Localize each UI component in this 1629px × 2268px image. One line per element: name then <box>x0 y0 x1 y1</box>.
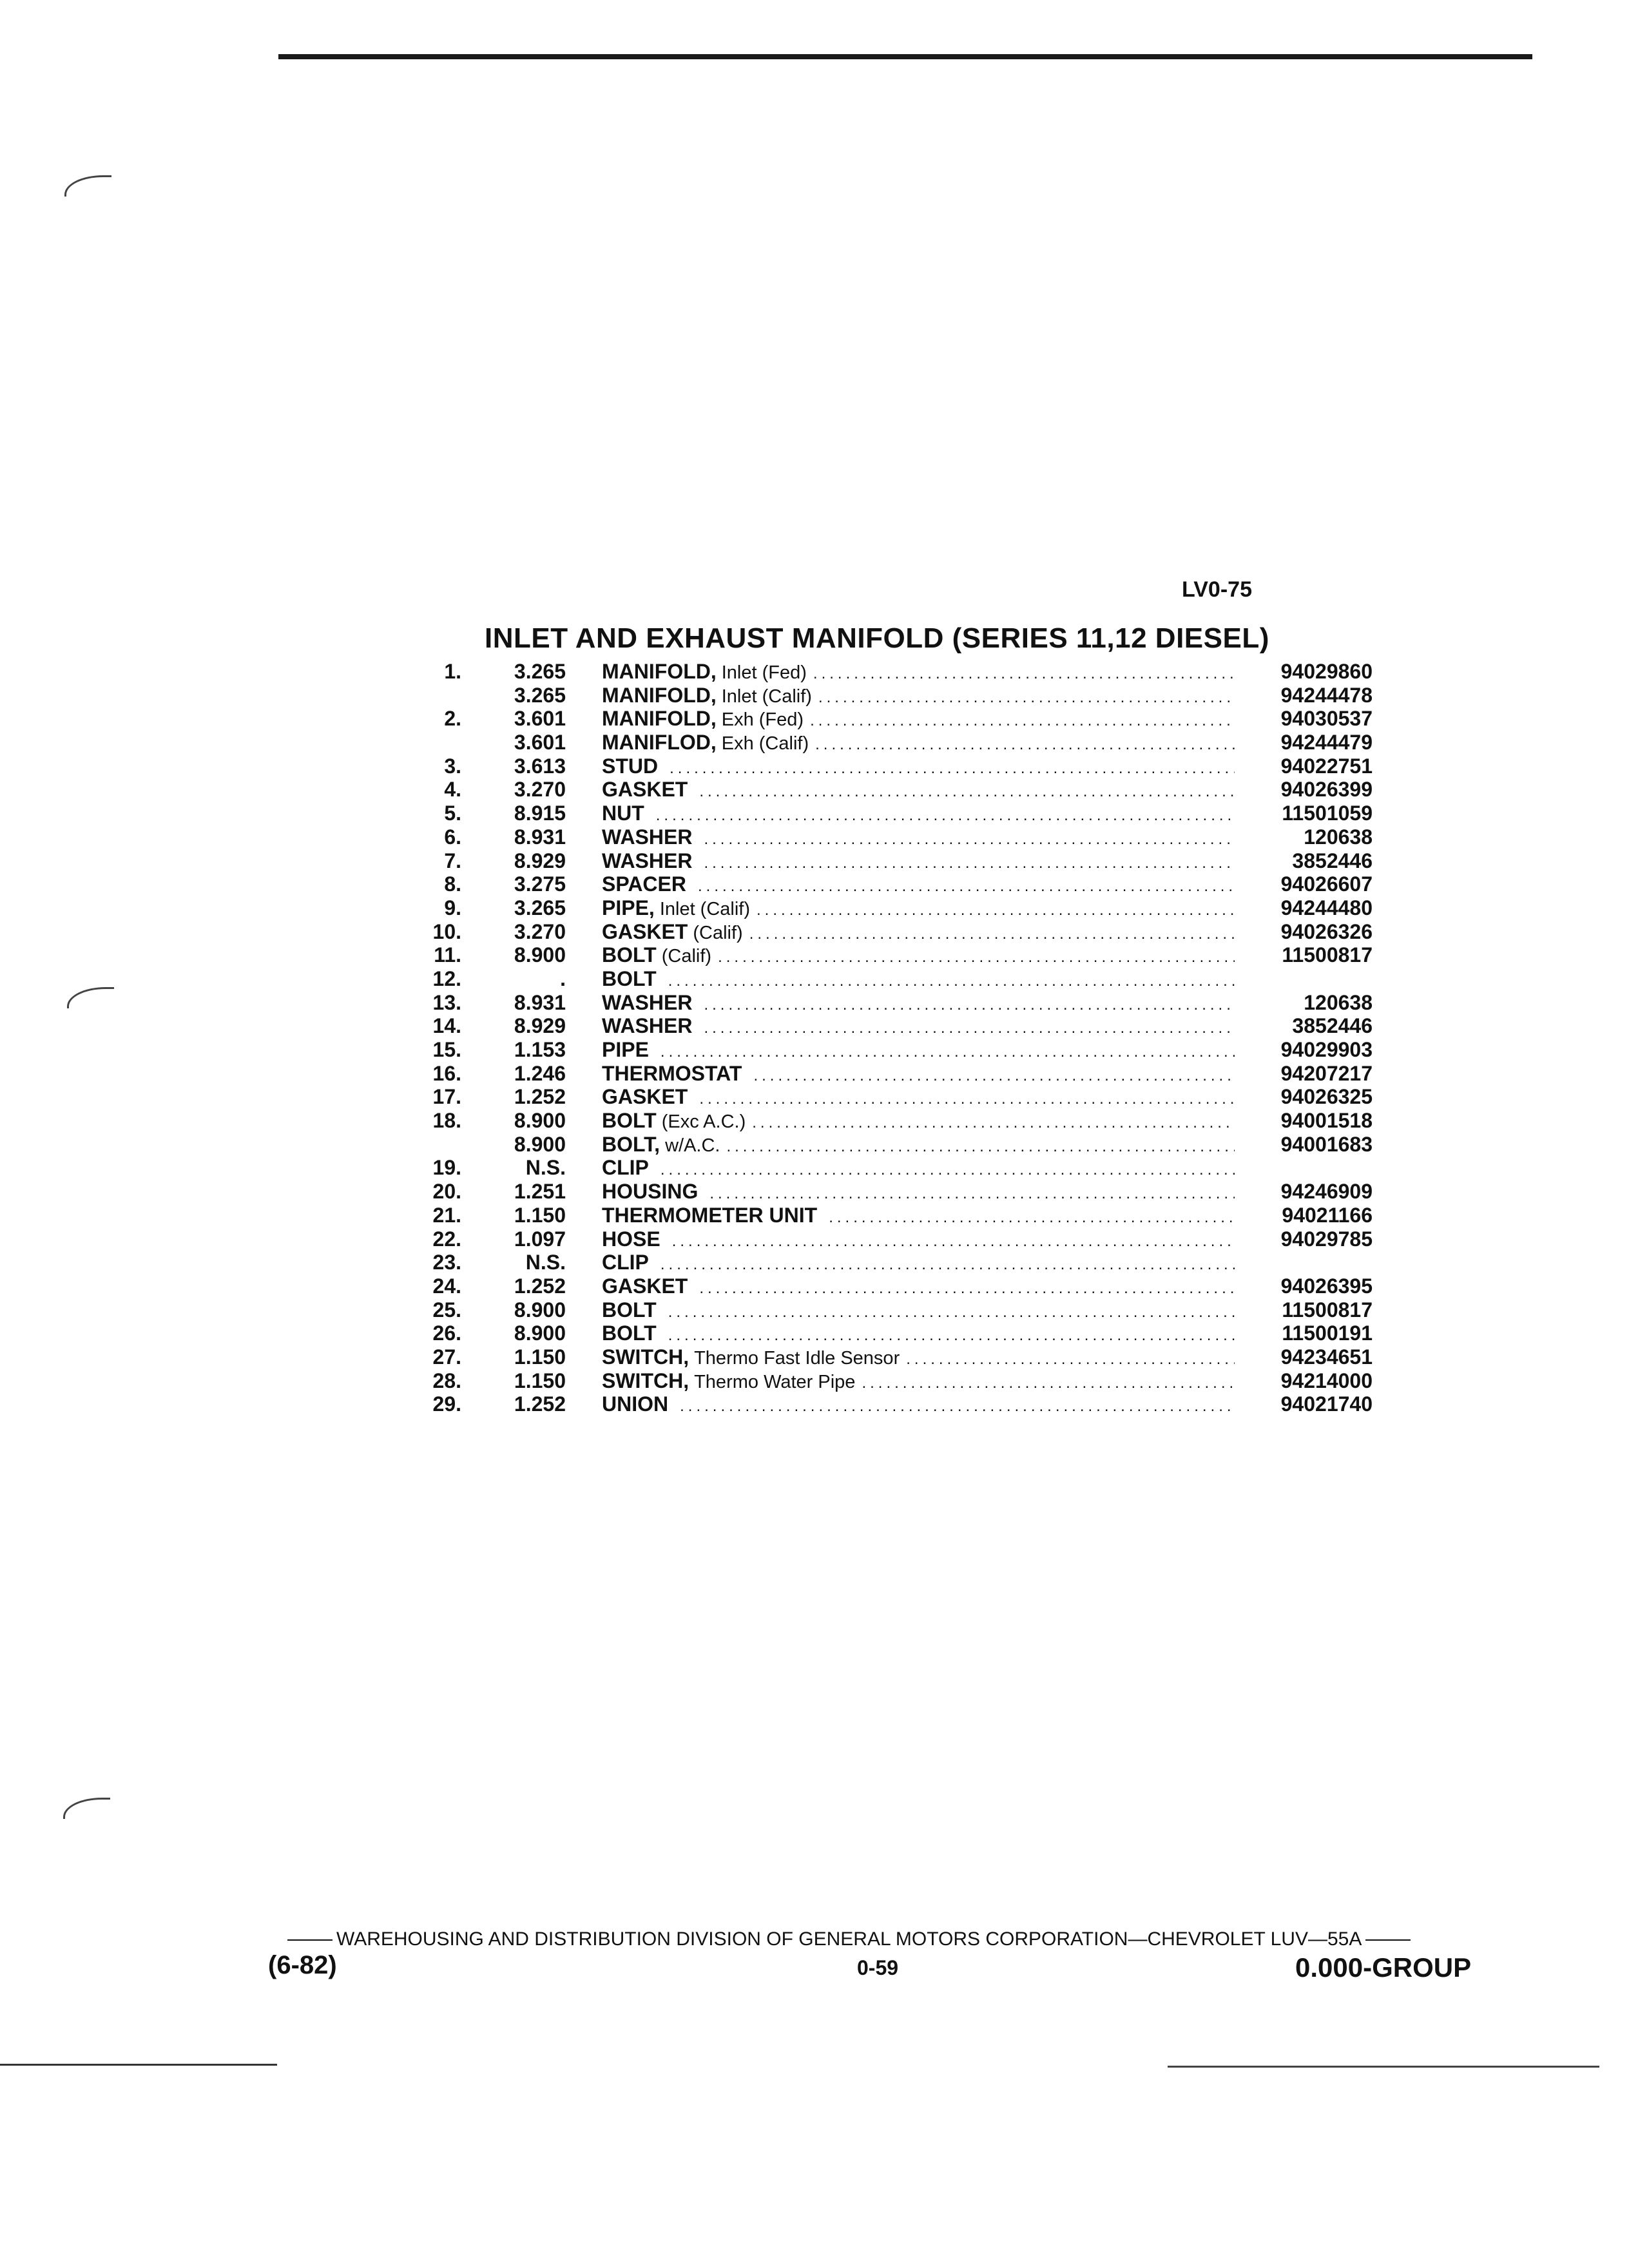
part-description <box>602 1392 1241 1418</box>
dot-leader <box>656 804 1235 827</box>
date-code: (6-82) <box>268 1951 337 1979</box>
group-number: 3.265 <box>514 660 566 683</box>
dot-leader <box>699 780 1235 803</box>
dot-leader <box>660 1041 1235 1064</box>
part-name: MANIFOLD, <box>602 660 717 683</box>
top-rule <box>278 54 1532 59</box>
item-number: 20. <box>432 1180 461 1204</box>
dot-leader <box>668 1324 1235 1347</box>
group-number: 3.265 <box>514 683 566 707</box>
part-name: NUT <box>602 802 644 825</box>
scan-mark-bottom <box>63 1798 110 1819</box>
part-number: 94026325 <box>1280 1085 1373 1109</box>
page-number: 0-59 <box>857 1956 899 1979</box>
dot-leader <box>726 1135 1235 1158</box>
bottom-rule-right <box>1168 2066 1599 2068</box>
part-row <box>412 920 1373 944</box>
item-number: 1. <box>444 660 461 683</box>
part-row <box>412 731 1373 754</box>
item-number: 17. <box>432 1085 461 1109</box>
part-name: SWITCH, <box>602 1345 689 1369</box>
part-description <box>602 707 1241 733</box>
group-number: N.S. <box>525 1251 566 1274</box>
group-number: 1.097 <box>514 1227 566 1251</box>
part-row <box>412 1085 1373 1109</box>
part-number: 94001518 <box>1280 1109 1373 1133</box>
item-number: 25. <box>432 1298 461 1321</box>
item-number: 3. <box>444 754 461 778</box>
part-row <box>412 778 1373 802</box>
part-description <box>602 1369 1241 1395</box>
part-qualifier: Thermo Water Pipe <box>694 1371 856 1392</box>
part-row <box>412 1392 1373 1416</box>
part-row <box>412 872 1373 896</box>
part-row <box>412 1274 1373 1298</box>
part-description <box>602 1085 1241 1111</box>
part-row <box>412 1251 1373 1274</box>
part-number: 94026399 <box>1280 778 1373 802</box>
part-row <box>412 1227 1373 1251</box>
dot-leader <box>668 1301 1235 1324</box>
dot-leader <box>818 686 1235 709</box>
part-row <box>412 849 1373 873</box>
group-number: 1.252 <box>514 1392 566 1416</box>
part-name: MANIFLOD, <box>602 731 717 754</box>
part-description <box>602 1038 1241 1064</box>
footer-dash-right <box>1365 1939 1411 1941</box>
part-row <box>412 1204 1373 1227</box>
item-number: 8. <box>444 872 461 896</box>
dot-leader <box>660 1253 1235 1276</box>
part-qualifier: Thermo Fast Idle Sensor <box>694 1347 900 1369</box>
dot-leader <box>829 1206 1235 1229</box>
dot-leader <box>862 1372 1235 1395</box>
part-row <box>412 707 1373 731</box>
group-label: 0.000-GROUP <box>1295 1952 1472 1983</box>
item-number: 16. <box>432 1061 461 1085</box>
page-title: INLET AND EXHAUST MANIFOLD (SERIES 11,12 DIESEL) <box>485 622 1269 654</box>
item-number: 9. <box>444 896 461 919</box>
part-description <box>602 1109 1241 1135</box>
part-row <box>412 754 1373 778</box>
group-number: 3.270 <box>514 778 566 802</box>
part-row <box>412 896 1373 920</box>
part-qualifier: Inlet (Calif) <box>721 686 812 707</box>
part-name: WASHER <box>602 825 693 849</box>
part-description <box>602 1227 1241 1253</box>
dot-leader <box>749 923 1235 946</box>
group-number: 3.613 <box>514 754 566 778</box>
part-description <box>602 1251 1241 1276</box>
part-name: BOLT <box>602 1298 657 1321</box>
part-number: 94022751 <box>1280 754 1373 778</box>
dot-leader <box>670 757 1235 780</box>
item-number: 23. <box>432 1251 461 1274</box>
part-name: BOLT, <box>602 1132 660 1156</box>
part-name: MANIFOLD, <box>602 683 717 707</box>
group-number: 1.251 <box>514 1180 566 1204</box>
part-description <box>602 1133 1241 1158</box>
part-description <box>602 778 1241 803</box>
part-qualifier: Inlet (Fed) <box>721 662 807 683</box>
part-description <box>602 684 1241 709</box>
part-number: 94021740 <box>1280 1392 1373 1416</box>
group-number: 3.270 <box>514 919 566 943</box>
scan-mark-middle <box>67 987 114 1008</box>
part-description <box>602 920 1241 946</box>
dot-leader <box>704 994 1235 1017</box>
part-row <box>412 991 1373 1015</box>
group-number: 8.900 <box>514 1298 566 1321</box>
dot-leader <box>752 1111 1235 1135</box>
group-number: 3.275 <box>514 872 566 896</box>
part-number: 94234651 <box>1280 1345 1373 1369</box>
part-number: 3852446 <box>1292 849 1373 872</box>
parts-list <box>412 660 1373 1416</box>
part-row <box>412 1014 1373 1038</box>
part-number: 94244480 <box>1280 896 1373 919</box>
item-number: 24. <box>432 1274 461 1298</box>
part-number: 94246909 <box>1280 1180 1373 1204</box>
group-number: 8.900 <box>514 943 566 967</box>
part-description <box>602 1062 1241 1088</box>
part-name: CLIP <box>602 1251 649 1274</box>
part-description <box>602 1274 1241 1300</box>
part-number: 11500817 <box>1282 1298 1373 1321</box>
group-number: 1.150 <box>514 1203 566 1227</box>
part-description <box>602 1345 1241 1371</box>
group-number: 8.900 <box>514 1109 566 1133</box>
group-number: 3.601 <box>514 731 566 754</box>
part-description <box>602 872 1241 898</box>
part-name: PIPE, <box>602 896 655 919</box>
dot-leader <box>704 1017 1235 1040</box>
dot-leader <box>699 1088 1235 1111</box>
part-qualifier: Inlet (Calif) <box>659 898 751 919</box>
group-number: 1.252 <box>514 1274 566 1298</box>
group-number: 8.915 <box>514 802 566 825</box>
part-row <box>412 802 1373 825</box>
part-row <box>412 1180 1373 1204</box>
page-code: LV0-75 <box>1182 577 1252 602</box>
dot-leader <box>815 733 1235 756</box>
item-number: 10. <box>432 919 461 943</box>
dot-leader <box>906 1348 1235 1371</box>
item-number: 4. <box>444 778 461 802</box>
item-number: 6. <box>444 825 461 849</box>
dot-leader <box>704 852 1235 875</box>
part-description <box>602 1156 1241 1182</box>
part-name: GASKET <box>602 1274 688 1298</box>
part-description <box>602 896 1241 922</box>
part-number: 3852446 <box>1292 1014 1373 1038</box>
group-number: 8.900 <box>514 1132 566 1156</box>
part-number: 94029860 <box>1280 660 1373 683</box>
part-name: UNION <box>602 1392 669 1416</box>
dot-leader <box>699 1277 1235 1300</box>
group-number: 3.601 <box>514 707 566 731</box>
group-number: 8.929 <box>514 849 566 872</box>
part-name: WASHER <box>602 990 693 1014</box>
scan-mark-top <box>64 175 111 197</box>
item-number: 5. <box>444 802 461 825</box>
group-number: 8.931 <box>514 990 566 1014</box>
part-number: 11501059 <box>1282 802 1373 825</box>
part-name: HOSE <box>602 1227 660 1251</box>
part-name: THERMOMETER UNIT <box>602 1203 818 1227</box>
group-number: N.S. <box>525 1156 566 1180</box>
part-row <box>412 825 1373 849</box>
part-name: BOLT <box>602 966 657 990</box>
item-number: 22. <box>432 1227 461 1251</box>
part-number: 94029785 <box>1280 1227 1373 1251</box>
part-qualifier: (Calif) <box>693 922 743 943</box>
footer-publisher-text: WAREHOUSING AND DISTRIBUTION DIVISION OF GENERAL MOTORS CORPORATION—CHEVROLET LUV—55A <box>336 1928 1362 1950</box>
part-description <box>602 1180 1241 1206</box>
item-number: 2. <box>444 707 461 731</box>
dot-leader <box>810 709 1235 733</box>
part-name: PIPE <box>602 1038 649 1061</box>
part-description <box>602 943 1241 969</box>
part-name: SPACER <box>602 872 686 896</box>
footer-publisher-line <box>284 1928 1490 1950</box>
part-row <box>412 1345 1373 1369</box>
part-name: WASHER <box>602 1014 693 1038</box>
part-description <box>602 1014 1241 1040</box>
part-name: MANIFOLD, <box>602 707 717 731</box>
part-name: BOLT <box>602 1321 657 1345</box>
item-number: 21. <box>432 1203 461 1227</box>
group-number: 3.265 <box>514 896 566 919</box>
item-number: 29. <box>432 1392 461 1416</box>
part-description <box>602 1321 1241 1347</box>
item-number: 12. <box>432 966 461 990</box>
part-row <box>412 943 1373 967</box>
dot-leader <box>698 875 1235 898</box>
group-number: 8.931 <box>514 825 566 849</box>
part-name: BOLT <box>602 943 657 967</box>
part-number: 11500191 <box>1282 1321 1373 1345</box>
group-number: 1.252 <box>514 1085 566 1109</box>
part-number: 120638 <box>1304 990 1373 1014</box>
part-number: 94214000 <box>1280 1369 1373 1392</box>
part-description <box>602 825 1241 851</box>
part-row <box>412 684 1373 707</box>
part-name: CLIP <box>602 1156 649 1180</box>
part-description <box>602 1298 1241 1324</box>
dot-leader <box>709 1182 1235 1206</box>
part-name: HOUSING <box>602 1180 699 1204</box>
part-qualifier: (Calif) <box>661 946 712 967</box>
item-number: 18. <box>432 1109 461 1133</box>
part-qualifier: (Exc A.C.) <box>661 1111 746 1133</box>
part-row <box>412 1156 1373 1180</box>
group-number: . <box>560 966 566 990</box>
dot-leader <box>680 1395 1235 1418</box>
dot-leader <box>753 1064 1235 1088</box>
part-number: 94244478 <box>1280 683 1373 707</box>
footer-dash-left <box>287 1939 333 1941</box>
group-number: 1.246 <box>514 1061 566 1085</box>
dot-leader <box>672 1230 1235 1253</box>
part-row <box>412 660 1373 684</box>
dot-leader <box>704 828 1235 851</box>
item-number: 26. <box>432 1321 461 1345</box>
part-row <box>412 1369 1373 1393</box>
part-name: BOLT <box>602 1109 657 1133</box>
part-number: 94207217 <box>1280 1061 1373 1085</box>
part-description <box>602 754 1241 780</box>
item-number: 19. <box>432 1156 461 1180</box>
part-number: 120638 <box>1304 825 1373 849</box>
part-row <box>412 1038 1373 1062</box>
part-number: 94021166 <box>1282 1203 1373 1227</box>
part-number: 94030537 <box>1280 707 1373 731</box>
item-number: 27. <box>432 1345 461 1369</box>
part-row <box>412 1062 1373 1086</box>
group-number: 1.150 <box>514 1345 566 1369</box>
part-name: STUD <box>602 754 659 778</box>
part-number: 94026395 <box>1280 1274 1373 1298</box>
part-name: WASHER <box>602 849 693 872</box>
part-number: 94029903 <box>1280 1038 1373 1061</box>
dot-leader <box>660 1158 1235 1182</box>
part-name: GASKET <box>602 1085 688 1109</box>
part-qualifier: Exh (Calif) <box>721 733 809 754</box>
part-row <box>412 1298 1373 1322</box>
part-row <box>412 1133 1373 1157</box>
part-row <box>412 1321 1373 1345</box>
bottom-rule-left <box>0 2064 277 2066</box>
part-description <box>602 1204 1241 1229</box>
part-description <box>602 660 1241 686</box>
part-description <box>602 991 1241 1017</box>
part-number: 94026607 <box>1280 872 1373 896</box>
part-name: THERMOSTAT <box>602 1061 742 1085</box>
part-name: GASKET <box>602 778 688 802</box>
part-row <box>412 967 1373 991</box>
item-number: 11. <box>434 943 461 967</box>
part-qualifier: w/A.C. <box>665 1135 720 1156</box>
item-number: 13. <box>432 990 461 1014</box>
part-description <box>602 967 1241 993</box>
part-row <box>412 1109 1373 1133</box>
part-number: 94001683 <box>1280 1132 1373 1156</box>
part-name: SWITCH, <box>602 1369 689 1392</box>
dot-leader <box>718 946 1235 969</box>
part-qualifier: Exh (Fed) <box>721 709 804 731</box>
part-description <box>602 731 1241 756</box>
group-number: 8.929 <box>514 1014 566 1038</box>
item-number: 7. <box>444 849 461 872</box>
group-number: 8.900 <box>514 1321 566 1345</box>
part-name: GASKET <box>602 919 688 943</box>
item-number: 15. <box>432 1038 461 1061</box>
dot-leader <box>757 899 1235 922</box>
part-description <box>602 802 1241 827</box>
group-number: 1.153 <box>514 1038 566 1061</box>
part-number: 94026326 <box>1280 919 1373 943</box>
item-number: 14. <box>432 1014 461 1038</box>
dot-leader <box>668 970 1235 993</box>
part-number: 94244479 <box>1280 731 1373 754</box>
dot-leader <box>813 662 1235 686</box>
part-description <box>602 849 1241 875</box>
item-number: 28. <box>432 1369 461 1392</box>
group-number: 1.150 <box>514 1369 566 1392</box>
part-number: 11500817 <box>1282 943 1373 967</box>
